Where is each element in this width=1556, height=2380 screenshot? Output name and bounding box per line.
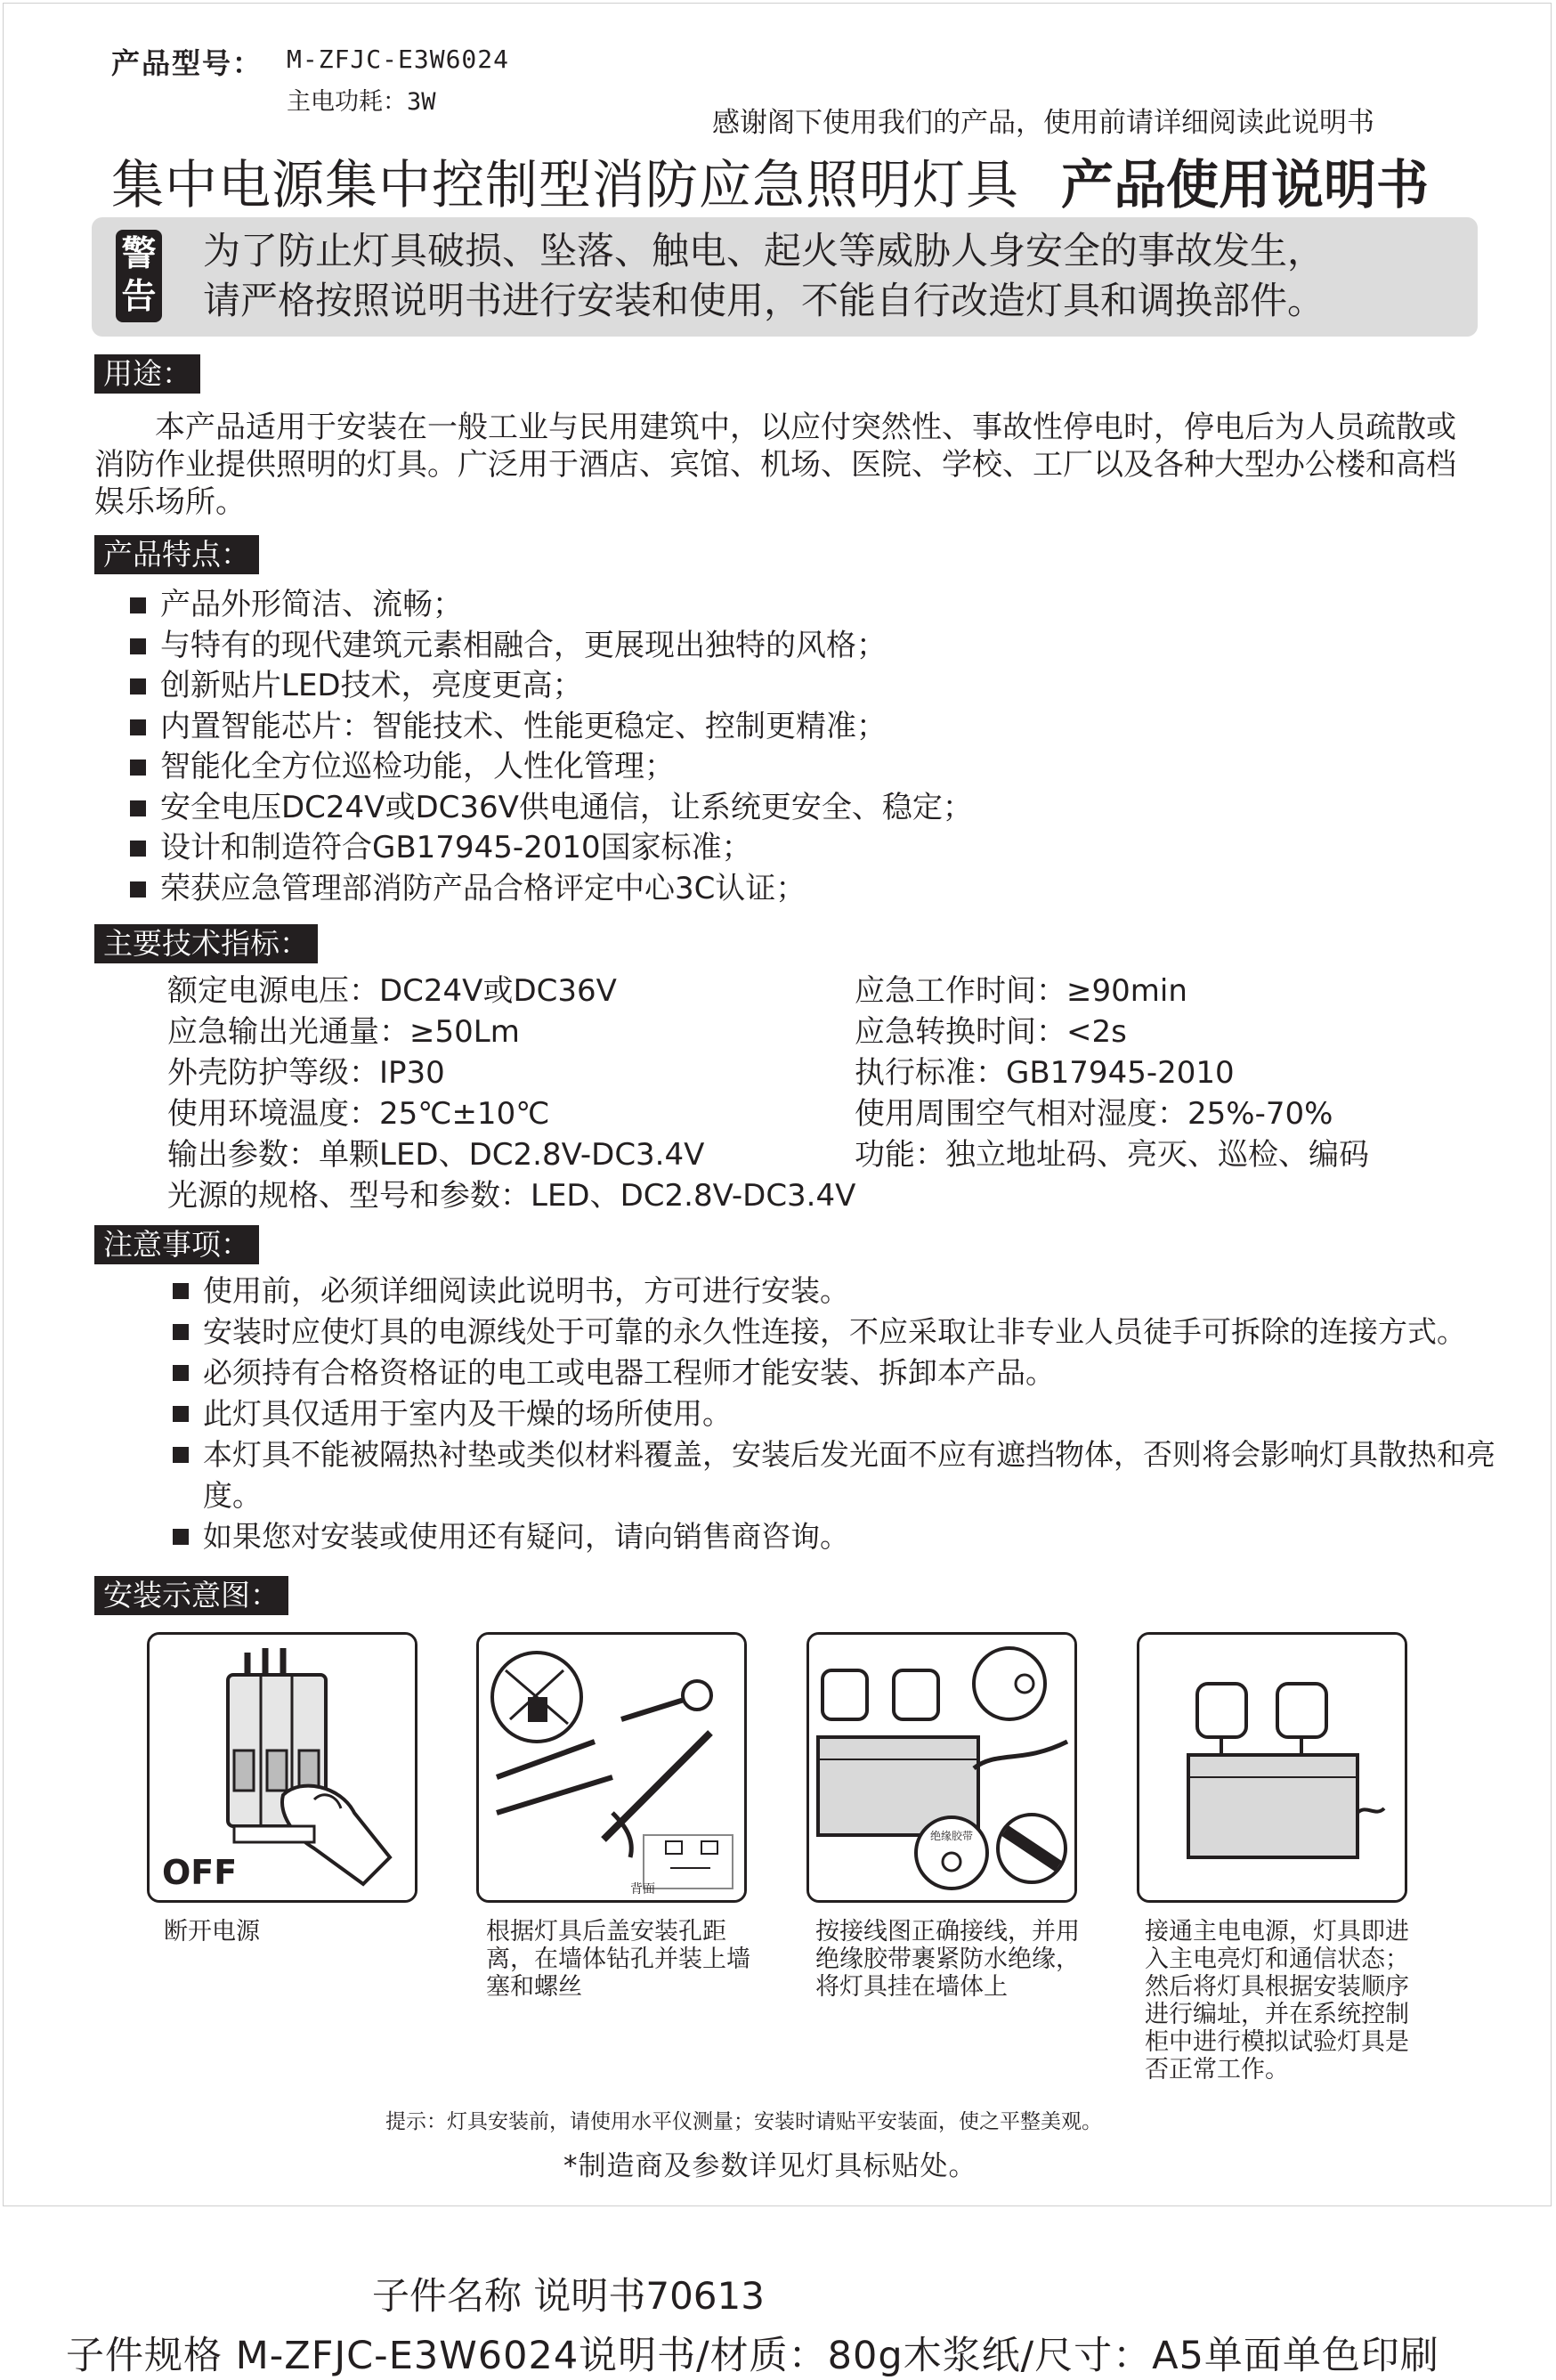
spec-left-1: 应急输出光通量：≥50Lm	[167, 1014, 520, 1050]
feature-item: 智能化全方位巡检功能，人性化管理；	[160, 747, 973, 788]
install-step-4-illustration	[1137, 1632, 1407, 1903]
breaker-drawing	[150, 1635, 415, 1900]
feature-item: 创新贴片LED技术，亮度更高；	[160, 666, 973, 707]
warning-text	[203, 226, 1325, 326]
manufacturer-note: *制造商及参数详见灯具标贴处。	[563, 2150, 977, 2182]
spec-left-5: 光源的规格、型号和参数：LED、DC2.8V-DC3.4V	[167, 1178, 856, 1214]
note-item: 必须持有合格资格证的电工或电器工程师才能安装、拆卸本产品。	[203, 1352, 1529, 1393]
page-title: 集中电源集中控制型消防应急照明灯具	[111, 154, 1020, 215]
usage-heading: 用途：	[94, 354, 200, 394]
features-list	[160, 585, 973, 909]
feature-item: 设计和制造符合GB17945-2010国家标准；	[160, 828, 973, 869]
spec-left-4: 输出参数：单颗LED、DC2.8V-DC3.4V	[167, 1137, 705, 1173]
spec-right-1: 应急转换时间：<2s	[855, 1014, 1127, 1050]
specs-heading: 主要技术指标：	[94, 924, 318, 963]
note-item: 本灯具不能被隔热衬垫或类似材料覆盖，安装后发光面不应有遮挡物体，否则将会影响灯具散热和亮度。	[203, 1434, 1529, 1516]
install-step-1-caption: 断开电源	[164, 1918, 260, 1945]
tape-label: 绝缘胶带	[929, 1830, 974, 1842]
feature-item: 与特有的现代建筑元素相融合，更展现出独特的风格；	[160, 626, 973, 667]
install-tip: 提示：灯具安装前，请使用水平仪测量；安装时请贴平安装面，使之平整美观。	[385, 2110, 1102, 2133]
feature-item: 内置智能芯片：智能技术、性能更稳定、控制更精准；	[160, 707, 973, 748]
warning-icon-top: 警	[121, 234, 157, 274]
install-step-4-caption: 接通主电电源，灯具即进入主电亮灯和通信状态；然后将灯具根据安装顺序进行编址，并在系统控制柜中进行模拟试验灯具是否正常工作。	[1145, 1918, 1409, 2084]
spec-left-0: 额定电源电压：DC24V或DC36V	[167, 973, 617, 1009]
model-label: 产品型号：	[111, 46, 263, 80]
usage-text: 本产品适用于安装在一般工业与民用建筑中，以应付突然性、事故性停电时，停电后为人员疏散或消防作业提供照明的灯具。广泛用于酒店、宾馆、机场、医院、学校、工厂以及各种大型办公楼和高档娱乐场所。	[94, 410, 1456, 520]
warning-line-2: 请严格按照说明书进行安装和使用，不能自行改造灯具和调换部件。	[203, 279, 1325, 322]
wiring-drawing	[809, 1635, 1074, 1900]
note-item: 使用前，必须详细阅读此说明书，方可进行安装。	[203, 1271, 1529, 1312]
notes-heading: 注意事项：	[94, 1225, 259, 1264]
page-subtitle: 产品使用说明书	[1061, 154, 1430, 215]
warning-line-1: 为了防止灯具破损、坠落、触电、起火等威胁人身安全的事故发生，	[203, 229, 1325, 272]
note-item: 安装时应使灯具的电源线处于可靠的永久性连接，不应采取让非专业人员徒手可拆除的连接方式。	[203, 1312, 1529, 1352]
drilling-drawing	[479, 1635, 744, 1900]
install-step-2-caption: 根据灯具后盖安装孔距离，在墙体钻孔并装上墙塞和螺丝	[486, 1918, 750, 2001]
installed-light-drawing	[1139, 1635, 1405, 1900]
install-step-2-illustration	[476, 1632, 747, 1903]
notes-list	[203, 1271, 1529, 1557]
warning-icon-bottom: 告	[121, 277, 157, 317]
warning-icon	[116, 230, 162, 322]
spec-right-2: 执行标准：GB17945-2010	[855, 1055, 1235, 1091]
install-step-3-caption: 按接线图正确接线，并用绝缘胶带裹紧防水绝缘，将灯具挂在墙体上	[815, 1918, 1080, 2001]
power-consumption: 主电功耗：3W	[287, 88, 436, 116]
install-heading: 安装示意图：	[94, 1576, 288, 1615]
off-label: OFF	[162, 1853, 238, 1892]
note-item: 此灯具仅适用于室内及干燥的场所使用。	[203, 1393, 1529, 1434]
feature-item: 荣获应急管理部消防产品合格评定中心3C认证；	[160, 869, 973, 910]
back-label: 背面	[630, 1882, 655, 1897]
spec-right-3: 使用周围空气相对湿度：25%-70%	[855, 1096, 1333, 1132]
part-spec: 子件规格 M-ZFJC-E3W6024说明书/材质：80g木浆纸/尺寸：A5单面单色印刷	[66, 2334, 1439, 2378]
part-name: 子件名称 说明书70613	[372, 2274, 765, 2318]
spec-left-2: 外壳防护等级：IP30	[167, 1055, 445, 1091]
features-heading: 产品特点：	[94, 535, 259, 574]
install-step-3-illustration	[806, 1632, 1077, 1903]
install-step-1-illustration	[147, 1632, 417, 1903]
thanks-note: 感谢阁下使用我们的产品，使用前请详细阅读此说明书	[712, 107, 1374, 139]
feature-item: 产品外形简洁、流畅；	[160, 585, 973, 626]
spec-right-4: 功能：独立地址码、亮灭、巡检、编码	[855, 1137, 1369, 1173]
feature-item: 安全电压DC24V或DC36V供电通信，让系统更安全、稳定；	[160, 788, 973, 829]
model-value: M-ZFJC-E3W6024	[287, 45, 510, 74]
spec-right-0: 应急工作时间：≥90min	[855, 973, 1187, 1009]
note-item: 如果您对安装或使用还有疑问，请向销售商咨询。	[203, 1516, 1529, 1557]
spec-left-3: 使用环境温度：25℃±10℃	[167, 1096, 550, 1132]
